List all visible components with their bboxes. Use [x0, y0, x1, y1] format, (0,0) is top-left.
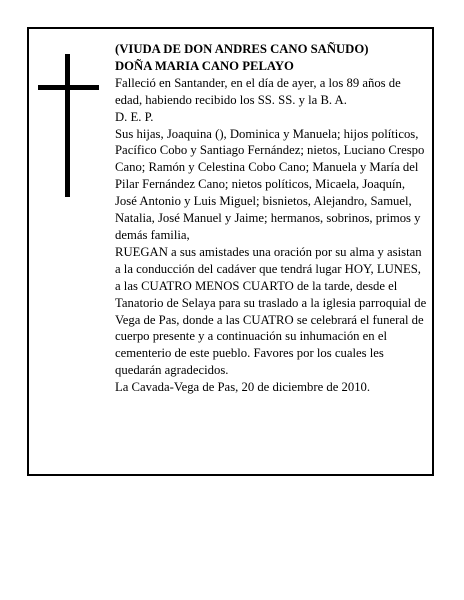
request-lead: RUEGAN [115, 244, 168, 259]
request-text-1: a sus amistades una oración por su alma y asistan a la conducción del cadáver que tendrá lugar [115, 244, 422, 276]
latin-cross-icon [38, 54, 99, 197]
obituary-text [115, 41, 427, 396]
cross-vertical-bar [65, 54, 70, 197]
request-time-2: CUATRO [242, 312, 294, 327]
rip-line: D. E. P. [115, 109, 154, 124]
family-list: Sus hijas, Joaquina (), Dominica y Manuela; hijos políticos, Pacífico Cobo y Santiago Fernández; nietos, Luciano Crespo Cano; Ramón y Celestina Cobo Cano; Manuela y María del Pilar Fernández Cano; nietos políticos, Micaela, Joaquín, José Antonio y Luis Miguel; bisnietos, Alejandro, Samuel, Natalia, José Manuel y Jaime; hermanos, sobrinos, primos y demás familia, [115, 126, 425, 242]
request-text-3: se celebrará el funeral de cuerpo presente y a continuación su inhumación en el cementerio de este pueblo. Favores por los cuales les quedarán agradecidos. [115, 312, 424, 378]
request-time: HOY, LUNES, a las CUATRO MENOS CUARTO [115, 261, 421, 293]
widow-line: (VIUDA DE DON ANDRES CANO SAÑUDO) [115, 42, 369, 56]
cross-horizontal-bar [38, 85, 99, 90]
request-paragraph [115, 244, 427, 379]
request-text-2: de la tarde, desde el Tanatorio de Selaya para su traslado a la iglesia parroquial de Vega de Pas, donde a las [115, 278, 427, 327]
deceased-name: DOÑA MARIA CANO PELAYO [115, 58, 294, 73]
death-announcement: Falleció en Santander, en el día de ayer, a los 89 años de edad, habiendo recibido los SS. SS. y la B. A. [115, 75, 401, 107]
place-date: La Cavada-Vega de Pas, 20 de diciembre de 2010. [115, 380, 371, 395]
